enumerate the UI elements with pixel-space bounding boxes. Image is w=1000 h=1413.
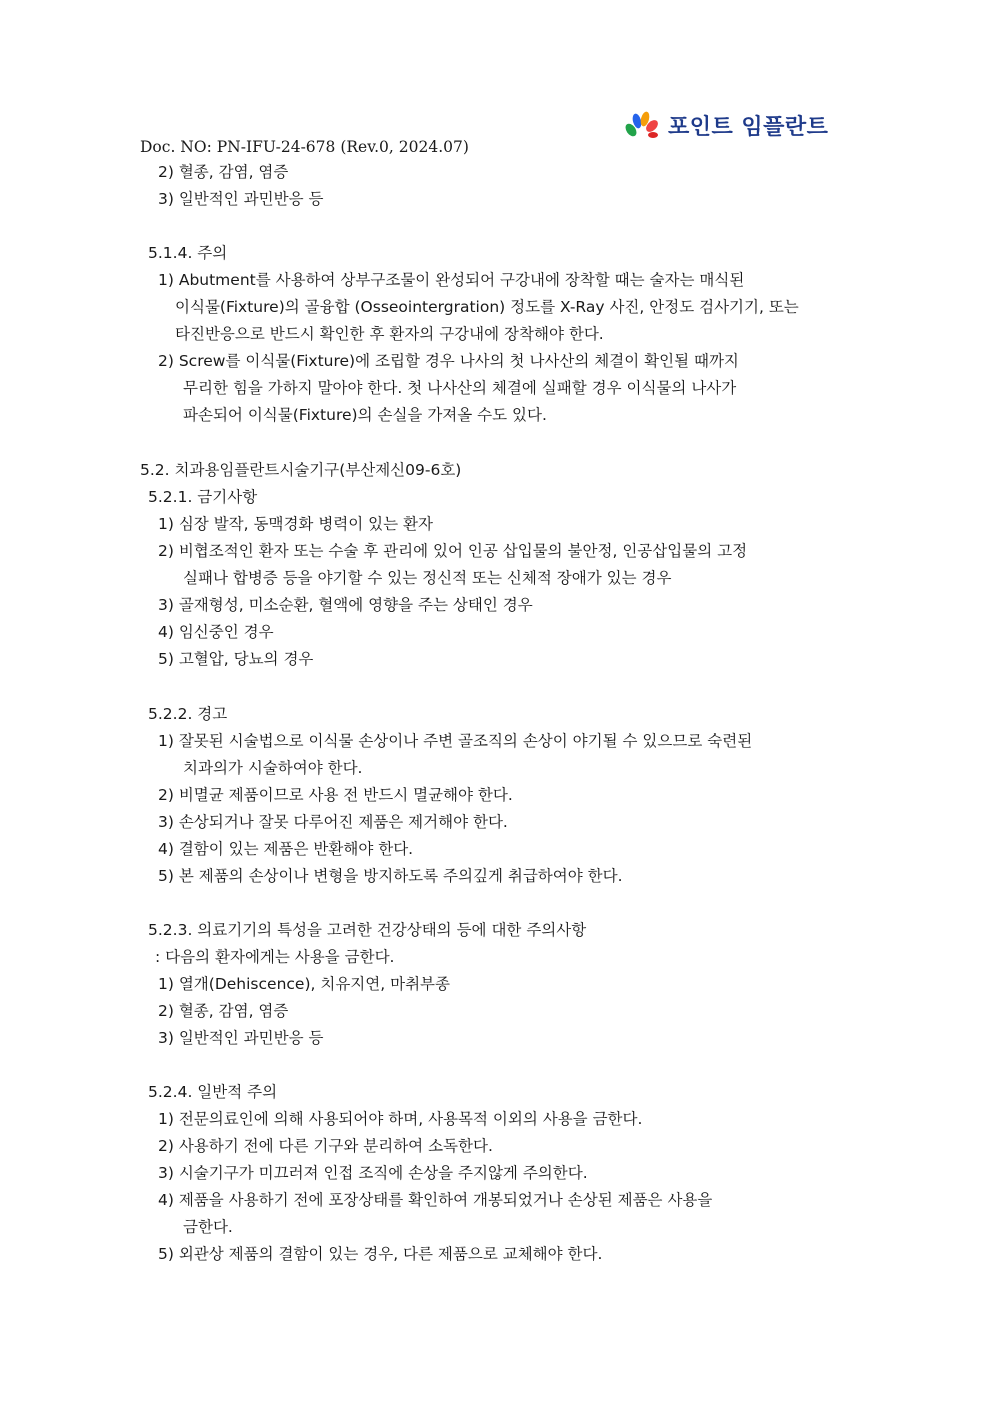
list-item-continuation: 이식물(Fixture)의 골융합 (Osseointergration) 정도를 X-Ray 사진, 안정도 검사기기, 또는 [175, 298, 799, 316]
list-item: 2) Screw를 이식물(Fixture)에 조립할 경우 나사의 첫 나사산의 체결이 확인될 때까지 [158, 352, 739, 370]
list-item: 5) 본 제품의 손상이나 변형을 방지하도록 주의깊게 취급하여야 한다. [158, 867, 623, 885]
list-item: 1) Abutment를 사용하여 상부구조물이 완성되어 구강내에 장착할 때는 술자는 매식된 [158, 271, 745, 289]
list-item-continuation: 치과의가 시술하여야 한다. [183, 759, 363, 777]
list-item: 2) 혈종, 감염, 염증 [158, 163, 289, 181]
list-item: 1) 열개(Dehiscence), 치유지연, 마취부종 [158, 975, 450, 993]
list-item: 1) 잘못된 시술법으로 이식물 손상이나 주변 골조직의 손상이 야기될 수 있으므로 숙련된 [158, 732, 753, 750]
list-item-continuation: 금한다. [183, 1218, 233, 1236]
section-heading: 5.1.4. 주의 [148, 244, 228, 262]
list-item: 3) 일반적인 과민반응 등 [158, 190, 324, 208]
section-heading: 5.2.4. 일반적 주의 [148, 1083, 278, 1101]
list-item: 3) 골재형성, 미소순환, 혈액에 영향을 주는 상태인 경우 [158, 596, 533, 614]
section-heading: 5.2.3. 의료기기의 특성을 고려한 건강상태의 등에 대한 주의사항 [148, 921, 587, 939]
list-item: 2) 비협조적인 환자 또는 수술 후 관리에 있어 인공 삽입물의 불안정, 인공삽입물의 고정 [158, 542, 748, 560]
list-item: 3) 손상되거나 잘못 다루어진 제품은 제거해야 한다. [158, 813, 508, 831]
list-item: 3) 일반적인 과민반응 등 [158, 1029, 324, 1047]
list-item: 1) 심장 발작, 동맥경화 병력이 있는 환자 [158, 515, 433, 533]
list-item: 3) 시술기구가 미끄러져 인접 조직에 손상을 주지않게 주의한다. [158, 1164, 588, 1182]
list-item: 5) 고혈압, 당뇨의 경우 [158, 650, 314, 668]
list-item: 1) 전문의료인에 의해 사용되어야 하며, 사용목적 이외의 사용을 금한다. [158, 1110, 643, 1128]
list-item: 4) 임신중인 경우 [158, 623, 274, 641]
list-item: 4) 결함이 있는 제품은 반환해야 한다. [158, 840, 414, 858]
list-item: 5) 외관상 제품의 결함이 있는 경우, 다른 제품으로 교체해야 한다. [158, 1245, 603, 1263]
list-item: 2) 사용하기 전에 다른 기구와 분리하여 소독한다. [158, 1137, 493, 1155]
brand-name: 포인트 임플란트 [668, 114, 829, 140]
list-item: 2) 비멸균 제품이므로 사용 전 반드시 멸균해야 한다. [158, 786, 513, 804]
section-heading: 5.2.1. 금기사항 [148, 488, 258, 506]
brand-logo [622, 108, 828, 142]
note-line: : 다음의 환자에게는 사용을 금한다. [155, 948, 395, 966]
list-item-continuation: 무리한 힘을 가하지 말아야 한다. 첫 나사산의 체결에 실패할 경우 이식물의 나사가 [183, 379, 737, 397]
list-item: 4) 제품을 사용하기 전에 포장상태를 확인하여 개봉되었거나 손상된 제품은 사용을 [158, 1191, 713, 1209]
list-item-continuation: 파손되어 이식물(Fixture)의 손실을 가져올 수도 있다. [183, 406, 547, 424]
doc-number: Doc. NO: PN-IFU-24-678 (Rev.0, 2024.07) [140, 138, 469, 156]
list-item-continuation: 실패나 합병증 등을 야기할 수 있는 정신적 또는 신체적 장애가 있는 경우 [183, 569, 672, 587]
list-item: 2) 혈종, 감염, 염증 [158, 1002, 289, 1020]
list-item-continuation: 타진반응으로 반드시 확인한 후 환자의 구강내에 장착해야 한다. [175, 325, 604, 343]
flower-logo-icon [622, 110, 664, 140]
section-heading: 5.2.2. 경고 [148, 705, 228, 723]
chapter-heading: 5.2. 치과용임플란트시술기구(부산제신09-6호) [140, 461, 462, 479]
